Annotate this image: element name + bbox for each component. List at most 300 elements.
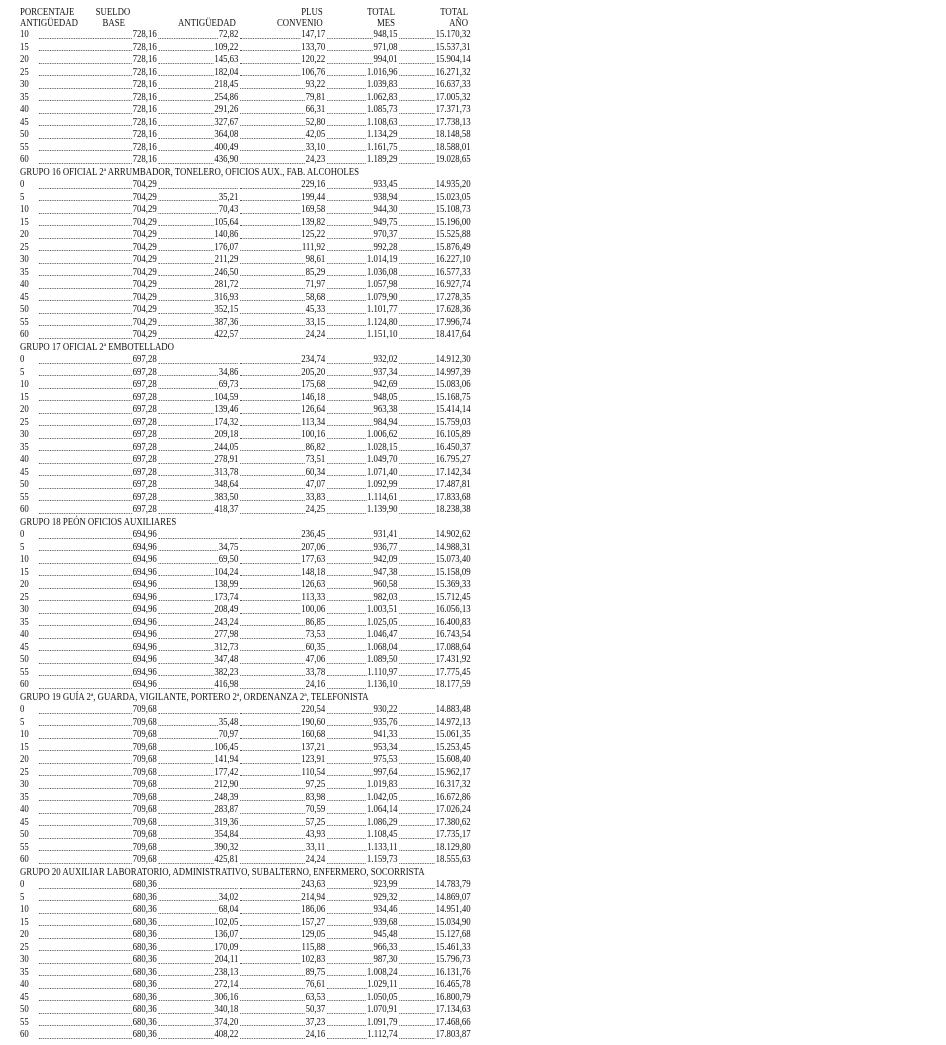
cell-value: 79,81 <box>305 91 326 103</box>
dot-leader <box>158 538 237 539</box>
cell-plus-convenio <box>238 567 325 580</box>
table-row <box>20 616 471 630</box>
cell-value: 971,08 <box>373 41 398 53</box>
cell-value: 938,94 <box>373 191 398 203</box>
cell-value: 728,16 <box>132 79 157 90</box>
dot-leader <box>240 88 305 89</box>
dot-leader <box>399 413 434 414</box>
dot-leader <box>399 800 434 801</box>
cell-sueldo-base <box>37 729 157 742</box>
header-antiguedad <box>154 7 236 29</box>
table-row <box>20 741 471 755</box>
cell-antiguedad <box>157 829 239 842</box>
cell-value: 236,45 <box>301 529 326 540</box>
dot-leader <box>39 763 132 764</box>
cell-total-ano <box>398 654 471 667</box>
dot-leader <box>39 888 132 889</box>
dot-leader <box>240 563 300 564</box>
dot-leader <box>39 150 132 151</box>
cell-value: 15.759,03 <box>435 416 471 428</box>
cell-plus-convenio <box>238 104 325 117</box>
table-row <box>20 454 471 467</box>
dot-leader <box>158 975 213 976</box>
cell-value: 387,36 <box>214 316 239 328</box>
cell-value: 17.775,45 <box>435 666 471 678</box>
cell-total-ano <box>398 1029 471 1042</box>
dot-leader <box>158 288 213 289</box>
dot-leader <box>240 225 300 226</box>
dot-leader <box>399 425 434 426</box>
dot-leader <box>39 550 132 551</box>
cell-total-mes <box>325 829 397 842</box>
cell-plus-convenio <box>238 492 325 505</box>
cell-porcentaje: 20 <box>20 54 29 65</box>
cell-value: 160,68 <box>301 729 326 740</box>
cell-value: 60,34 <box>305 466 326 478</box>
dot-leader <box>327 325 366 326</box>
dot-leader <box>240 38 300 39</box>
cell-plus-convenio <box>238 667 325 680</box>
cell-sueldo-base <box>37 554 157 567</box>
cell-antiguedad <box>157 529 239 542</box>
table-row <box>20 579 471 592</box>
cell-value: 17.134,63 <box>435 1004 471 1015</box>
dot-leader <box>158 575 213 576</box>
table-row <box>20 416 471 430</box>
cell-value: 16.465,78 <box>435 979 471 990</box>
cell-total-ano <box>398 429 471 442</box>
cell-porcentaje: 25 <box>20 591 29 603</box>
dot-leader <box>240 913 300 914</box>
cell-total-mes <box>325 879 397 892</box>
dot-leader <box>240 113 305 114</box>
cell-value: 935,76 <box>373 716 398 728</box>
dot-leader <box>158 100 213 101</box>
cell-sueldo-base <box>37 392 157 405</box>
cell-total-mes <box>325 554 397 567</box>
dot-leader <box>240 775 301 776</box>
header-plus-convenio <box>236 7 323 29</box>
table-row <box>20 991 471 1005</box>
cell-porcentaje: 25 <box>20 66 29 78</box>
cell-value: 15.608,40 <box>435 754 471 765</box>
cell-antiguedad <box>157 217 239 230</box>
cell-antiguedad <box>157 467 239 480</box>
cell-total-ano <box>398 754 471 767</box>
cell-value: 929,32 <box>373 891 398 903</box>
cell-value: 244,05 <box>214 441 239 453</box>
dot-leader <box>240 650 305 651</box>
table-row <box>20 816 471 830</box>
dot-leader <box>39 113 132 114</box>
cell-total-mes <box>325 767 397 780</box>
cell-value: 17.026,24 <box>435 804 471 815</box>
cell-value: 1.089,50 <box>366 654 398 665</box>
dot-leader <box>327 475 366 476</box>
dot-leader <box>158 925 213 926</box>
cell-antiguedad <box>157 979 239 992</box>
dot-leader <box>240 513 305 514</box>
table-row <box>20 479 471 492</box>
cell-value: 17.278,35 <box>435 291 471 303</box>
cell-sueldo-base <box>37 367 157 380</box>
cell-value: 175,68 <box>301 379 326 390</box>
cell-value: 680,36 <box>132 979 157 990</box>
cell-total-ano <box>398 479 471 492</box>
dot-leader <box>240 713 300 714</box>
dot-leader <box>39 50 132 51</box>
cell-porcentaje: 20 <box>20 404 29 415</box>
dot-leader <box>399 750 434 751</box>
cell-sueldo-base <box>37 229 157 242</box>
cell-value: 136,07 <box>214 929 239 940</box>
cell-sueldo-base <box>37 779 157 792</box>
cell-porcentaje: 60 <box>20 679 29 690</box>
cell-value: 942,69 <box>373 379 398 390</box>
dot-leader <box>399 775 434 776</box>
dot-leader <box>158 450 213 451</box>
cell-value: 248,39 <box>214 791 239 803</box>
cell-total-ano <box>398 179 471 192</box>
cell-antiguedad <box>157 329 239 342</box>
cell-value: 14.951,40 <box>435 904 471 915</box>
cell-value: 313,78 <box>214 466 239 478</box>
dot-leader <box>399 950 434 951</box>
table-row <box>20 129 471 142</box>
table-row <box>20 716 471 730</box>
cell-value: 709,68 <box>132 741 157 753</box>
cell-total-mes <box>325 1017 397 1030</box>
cell-value: 34,86 <box>218 366 239 378</box>
table-row <box>20 541 471 555</box>
dot-leader <box>158 513 213 514</box>
cell-total-ano <box>398 192 471 205</box>
cell-value: 15.073,40 <box>435 554 471 565</box>
cell-total-ano <box>398 504 471 517</box>
table-row <box>20 91 471 105</box>
cell-value: 24,24 <box>305 854 326 865</box>
cell-value: 123,91 <box>301 754 326 765</box>
cell-total-mes <box>325 904 397 917</box>
dot-leader <box>240 400 300 401</box>
cell-total-mes <box>325 354 397 367</box>
cell-total-ano <box>398 329 471 342</box>
cell-plus-convenio <box>238 67 325 80</box>
dot-leader <box>327 463 366 464</box>
cell-value: 709,68 <box>132 841 157 853</box>
cell-porcentaje: 35 <box>20 791 29 803</box>
dot-leader <box>158 663 213 664</box>
cell-value: 422,57 <box>214 329 239 340</box>
cell-value: 704,29 <box>132 179 157 190</box>
dot-leader <box>240 313 305 314</box>
cell-total-mes <box>325 742 397 755</box>
cell-porcentaje: 5 <box>20 716 25 728</box>
dot-leader <box>327 988 366 989</box>
dot-leader <box>327 800 366 801</box>
cell-value: 704,29 <box>132 266 157 278</box>
cell-value: 327,67 <box>214 116 239 128</box>
cell-value: 14.869,07 <box>435 891 471 903</box>
dot-leader <box>399 38 434 39</box>
cell-value: 383,50 <box>214 491 239 503</box>
dot-leader <box>399 188 434 189</box>
cell-porcentaje: 35 <box>20 266 29 278</box>
cell-total-mes <box>325 192 397 205</box>
cell-total-mes <box>325 129 397 142</box>
dot-leader <box>158 125 213 126</box>
cell-value: 102,05 <box>214 916 239 928</box>
dot-leader <box>39 950 132 951</box>
cell-sueldo-base <box>37 329 157 342</box>
dot-leader <box>240 613 300 614</box>
cell-plus-convenio <box>238 992 325 1005</box>
dot-leader <box>327 925 373 926</box>
dot-leader <box>39 713 132 714</box>
cell-sueldo-base <box>37 967 157 980</box>
dot-leader <box>39 725 132 726</box>
dot-leader <box>158 88 213 89</box>
header-porcentaje-antiguedad <box>20 7 94 29</box>
cell-sueldo-base <box>37 879 157 892</box>
cell-porcentaje: 50 <box>20 479 29 490</box>
cell-total-ano <box>398 217 471 230</box>
dot-leader <box>39 75 132 76</box>
cell-value: 697,28 <box>132 429 157 440</box>
cell-value: 126,63 <box>301 579 326 590</box>
dot-leader <box>39 850 132 851</box>
cell-antiguedad <box>157 642 239 655</box>
cell-total-ano <box>398 492 471 505</box>
cell-total-ano <box>398 304 471 317</box>
dot-leader <box>327 1038 366 1039</box>
cell-total-mes <box>325 442 397 455</box>
cell-value: 680,36 <box>132 904 157 915</box>
cell-total-ano <box>398 642 471 655</box>
dot-leader <box>327 600 373 601</box>
table-row <box>20 391 471 405</box>
cell-sueldo-base <box>37 979 157 992</box>
cell-value: 709,68 <box>132 791 157 803</box>
cell-value: 997,64 <box>373 766 398 778</box>
cell-value: 936,77 <box>373 541 398 553</box>
cell-value: 16.271,32 <box>435 66 471 78</box>
cell-total-ano <box>398 942 471 955</box>
table-row <box>20 291 471 305</box>
cell-value: 105,64 <box>214 216 239 228</box>
cell-total-ano <box>398 92 471 105</box>
cell-plus-convenio <box>238 404 325 417</box>
cell-total-ano <box>398 779 471 792</box>
header-text: TOTAL <box>440 7 469 18</box>
dot-leader <box>39 125 132 126</box>
cell-total-ano <box>398 379 471 392</box>
dot-leader <box>399 500 434 501</box>
cell-antiguedad <box>157 304 239 317</box>
cell-sueldo-base <box>37 104 157 117</box>
cell-value: 697,28 <box>132 379 157 390</box>
cell-total-ano <box>398 892 471 905</box>
dot-leader <box>39 188 132 189</box>
dot-leader <box>240 250 301 251</box>
dot-leader <box>39 563 132 564</box>
dot-leader <box>158 1038 213 1039</box>
dot-leader <box>399 600 434 601</box>
cell-plus-convenio <box>238 454 325 467</box>
cell-porcentaje: 20 <box>20 579 29 590</box>
cell-porcentaje: 45 <box>20 641 29 653</box>
cell-porcentaje: 0 <box>20 704 25 715</box>
dot-leader <box>39 988 132 989</box>
dot-leader <box>240 338 305 339</box>
cell-value: 15.023,05 <box>435 191 471 203</box>
table-row <box>20 54 471 67</box>
dot-leader <box>39 600 132 601</box>
dot-leader <box>158 800 213 801</box>
dot-leader <box>39 263 132 264</box>
cell-antiguedad <box>157 929 239 942</box>
dot-leader <box>39 913 132 914</box>
dot-leader <box>399 863 434 864</box>
table-row <box>20 441 471 455</box>
cell-value: 16.927,74 <box>435 279 471 290</box>
cell-value: 86,85 <box>305 616 326 628</box>
cell-antiguedad <box>157 804 239 817</box>
cell-total-mes <box>325 842 397 855</box>
dot-leader <box>158 938 213 939</box>
dot-leader <box>327 538 373 539</box>
dot-leader <box>240 813 305 814</box>
cell-value: 1.133,11 <box>367 841 398 853</box>
dot-leader <box>399 725 434 726</box>
cell-value: 33,10 <box>305 141 326 153</box>
cell-porcentaje: 10 <box>20 204 29 215</box>
cell-sueldo-base <box>37 479 157 492</box>
cell-antiguedad <box>157 442 239 455</box>
cell-value: 1.112,74 <box>367 1029 398 1040</box>
cell-value: 352,15 <box>214 304 239 315</box>
cell-porcentaje: 5 <box>20 891 25 903</box>
dot-leader <box>240 825 305 826</box>
cell-value: 229,16 <box>301 179 326 190</box>
cell-value: 704,29 <box>132 316 157 328</box>
cell-antiguedad <box>157 392 239 405</box>
dot-leader <box>327 75 366 76</box>
header-total-mes <box>323 7 395 29</box>
table-row <box>20 891 471 905</box>
dot-leader <box>39 163 132 164</box>
cell-plus-convenio <box>238 504 325 517</box>
cell-value: 680,36 <box>132 941 157 953</box>
cell-antiguedad <box>157 617 239 630</box>
cell-value: 106,76 <box>301 66 326 78</box>
cell-sueldo-base <box>37 442 157 455</box>
cell-total-mes <box>325 367 397 380</box>
cell-value: 60,35 <box>305 641 326 653</box>
cell-value: 728,16 <box>132 116 157 128</box>
cell-value: 941,33 <box>373 729 398 740</box>
cell-porcentaje: 60 <box>20 329 29 340</box>
cell-sueldo-base <box>37 654 157 667</box>
cell-porcentaje: 50 <box>20 129 29 140</box>
header-text: ANTIGÜEDAD <box>177 18 236 29</box>
dot-leader <box>240 1038 305 1039</box>
dot-leader <box>327 188 373 189</box>
cell-antiguedad <box>157 254 239 267</box>
cell-antiguedad <box>157 554 239 567</box>
cell-value: 98,61 <box>305 254 326 265</box>
cell-antiguedad <box>157 79 239 92</box>
cell-total-mes <box>325 142 397 155</box>
cell-value: 697,28 <box>132 504 157 515</box>
cell-value: 83,98 <box>305 791 326 803</box>
cell-value: 1.070,91 <box>366 1004 398 1015</box>
dot-leader <box>327 63 373 64</box>
cell-plus-convenio <box>238 642 325 655</box>
cell-value: 14.783,79 <box>435 879 471 890</box>
dot-leader <box>158 238 213 239</box>
cell-plus-convenio <box>238 429 325 442</box>
cell-antiguedad <box>157 1029 239 1042</box>
table-row <box>20 79 471 92</box>
dot-leader <box>327 938 373 939</box>
cell-value: 994,01 <box>373 54 398 65</box>
dot-leader <box>327 425 373 426</box>
dot-leader <box>240 600 301 601</box>
dot-leader <box>158 500 213 501</box>
cell-value: 1.006,62 <box>366 429 398 440</box>
salary-table <box>20 7 471 1042</box>
cell-porcentaje: 15 <box>20 916 29 928</box>
dot-leader <box>327 813 366 814</box>
cell-value: 140,86 <box>214 229 239 240</box>
cell-porcentaje: 45 <box>20 816 29 828</box>
cell-antiguedad <box>157 954 239 967</box>
table-row <box>20 154 471 167</box>
dot-leader <box>399 938 434 939</box>
header-sueldo-base <box>94 7 154 29</box>
dot-leader <box>158 550 217 551</box>
cell-value: 15.796,73 <box>435 954 471 965</box>
dot-leader <box>39 213 132 214</box>
cell-value: 16.743,54 <box>435 629 471 640</box>
cell-porcentaje: 40 <box>20 804 29 815</box>
table-row <box>20 804 471 817</box>
cell-total-mes <box>325 529 397 542</box>
dot-leader <box>399 613 434 614</box>
cell-value: 47,07 <box>305 479 326 490</box>
cell-porcentaje: 35 <box>20 616 29 628</box>
dot-leader <box>327 363 373 364</box>
dot-leader <box>327 488 366 489</box>
cell-value: 16.105,89 <box>435 429 471 440</box>
cell-value: 942,09 <box>373 554 398 565</box>
dot-leader <box>158 50 213 51</box>
cell-value: 1.139,90 <box>366 504 398 515</box>
table-row <box>20 241 471 255</box>
dot-leader <box>399 625 434 626</box>
cell-plus-convenio <box>238 354 325 367</box>
cell-total-ano <box>398 154 471 167</box>
cell-value: 975,53 <box>373 754 398 765</box>
cell-total-mes <box>325 267 397 280</box>
cell-value: 948,05 <box>373 391 398 403</box>
cell-total-mes <box>325 629 397 642</box>
cell-value: 728,16 <box>132 29 157 40</box>
cell-antiguedad <box>157 754 239 767</box>
table-row <box>20 966 471 980</box>
dot-leader <box>327 613 366 614</box>
